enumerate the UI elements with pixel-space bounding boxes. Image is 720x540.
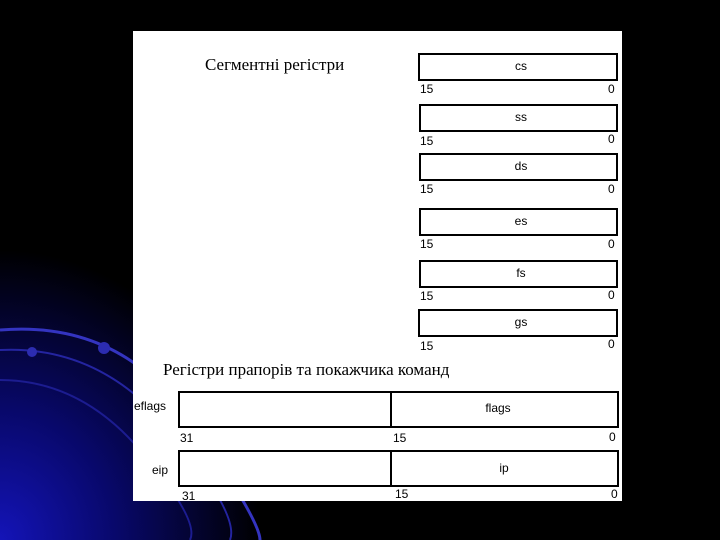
bit-low: 0 <box>609 430 616 444</box>
bit-mid: 15 <box>395 487 409 501</box>
bit-high: 15 <box>420 134 434 148</box>
segment-registers-title: Сегментні регістри <box>205 55 345 74</box>
flags-registers-title: Регістри прапорів та покажчика команд <box>163 360 450 379</box>
bit-high: 31 <box>180 431 194 445</box>
register-name: gs <box>514 315 528 329</box>
bit-high: 15 <box>420 182 434 196</box>
register-name: fs <box>516 266 526 280</box>
bit-high: 15 <box>420 237 434 251</box>
diagram-sheet <box>133 31 622 501</box>
register-box <box>178 391 619 428</box>
register-name: ds <box>514 159 528 173</box>
register-name: es <box>514 214 528 228</box>
register-low-name: flags <box>485 401 511 415</box>
register-name: ss <box>515 110 527 124</box>
bit-high: 15 <box>420 289 434 303</box>
register-label: eip <box>152 463 169 477</box>
register-name: cs <box>515 59 527 73</box>
bit-low: 0 <box>608 237 615 251</box>
bit-low: 0 <box>608 337 615 351</box>
register-low-name: ip <box>499 461 509 475</box>
bit-low: 0 <box>608 132 615 146</box>
decor-dot-1 <box>27 347 37 357</box>
register-box <box>178 450 619 487</box>
decor-dot-2 <box>98 342 110 354</box>
bit-high: 15 <box>420 82 434 96</box>
register-label: eflags <box>134 399 167 413</box>
bit-low: 0 <box>608 82 615 96</box>
bit-low: 0 <box>611 487 618 501</box>
register-divider <box>390 391 392 428</box>
bit-low: 0 <box>608 288 615 302</box>
register-divider <box>390 450 392 487</box>
bit-mid: 15 <box>393 431 407 445</box>
bit-low: 0 <box>608 182 615 196</box>
bit-high: 31 <box>182 489 196 503</box>
bit-high: 15 <box>420 339 434 353</box>
